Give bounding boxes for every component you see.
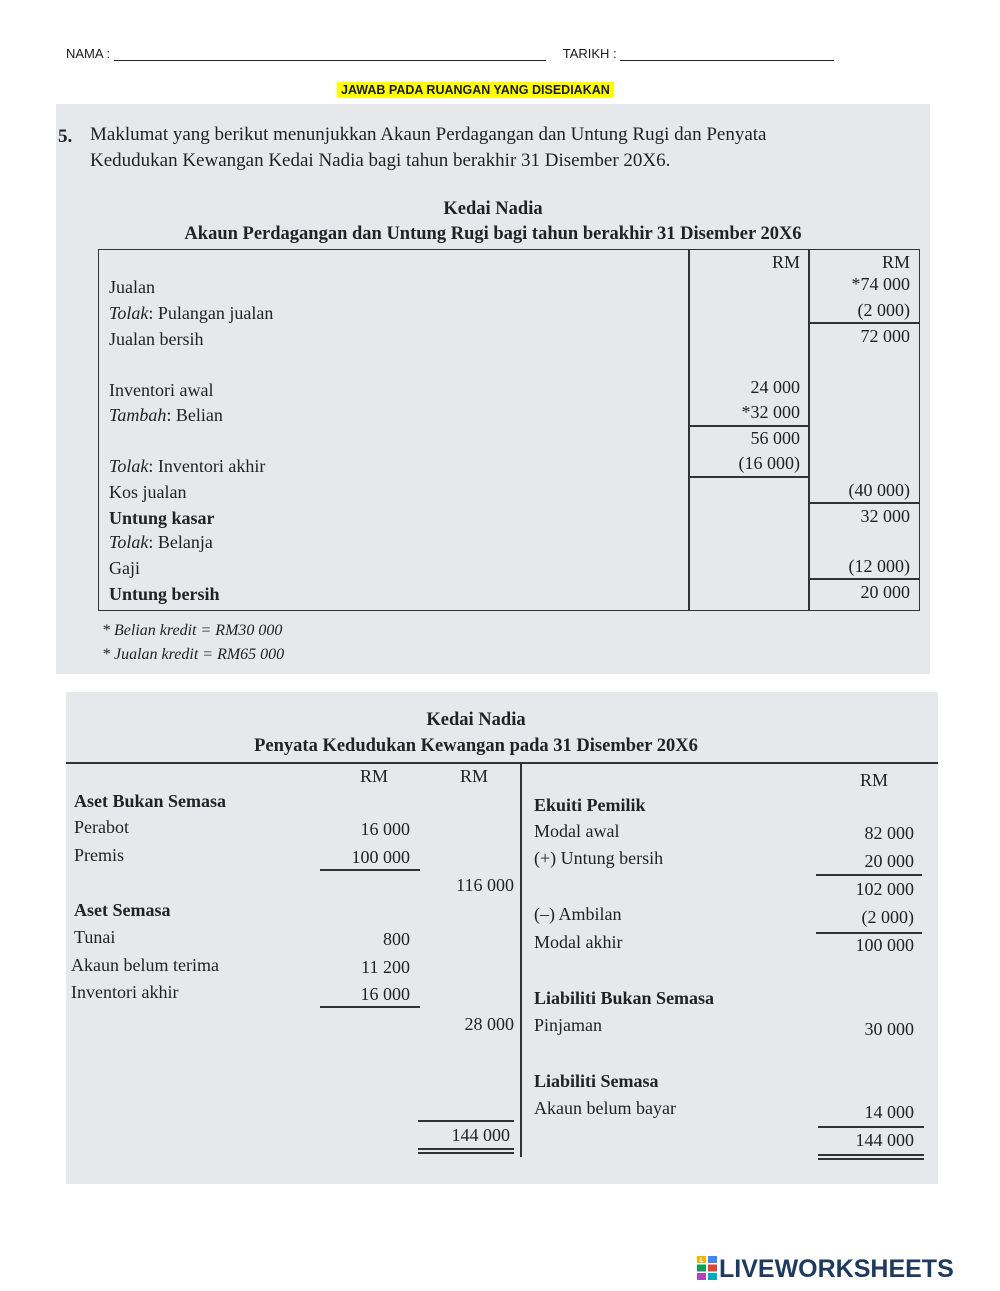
trading-col2-header: RM [881, 252, 910, 272]
row-gaji-value: (12 000) [848, 556, 910, 576]
worksheet-header [66, 46, 834, 61]
modal-akhir-label: Modal akhir [534, 932, 623, 952]
rule-right-double-1 [818, 1154, 924, 1156]
tunai-label: Tunai [74, 927, 116, 947]
rule-right-double-2 [818, 1158, 924, 1160]
nama-input-line[interactable] [114, 48, 546, 61]
rule-left-double-2 [418, 1152, 514, 1154]
liveworksheets-logo [697, 1255, 954, 1284]
rule-ekuiti-subtotal [816, 874, 922, 876]
instruction-banner: JAWAB PADA RUANGAN YANG DISEDIAKAN [337, 82, 614, 98]
abt-value: 11 200 [361, 957, 410, 977]
abt-label: Akaun belum terima [71, 955, 219, 975]
abs-total: 116 000 [456, 875, 514, 895]
row-inventori-akhir-value: (16 000) [738, 453, 800, 473]
tarikh-input-line[interactable] [620, 48, 834, 61]
abs-heading: Aset Bukan Semasa [74, 791, 227, 811]
row-untung-kasar-value: 32 000 [860, 506, 910, 526]
rule-left-double-1 [418, 1148, 514, 1150]
inventori-label: Inventori akhir [71, 982, 179, 1002]
note-belian-kredit: * Belian kredit = RM30 000 [102, 622, 283, 639]
rule-net-profit [808, 578, 920, 580]
premis-value: 100 000 [351, 847, 410, 867]
ambilan-value: (2 000) [861, 907, 914, 927]
modal-awal-label: Modal awal [534, 821, 620, 841]
left-col2-header: RM [459, 766, 488, 786]
note-jualan-kredit: * Jualan kredit = RM65 000 [102, 646, 285, 663]
row-inventori-akhir-label: Tolak: Inventori akhir [109, 456, 266, 476]
ambilan-label: (–) Ambilan [534, 904, 622, 924]
inventori-value: 16 000 [360, 984, 410, 1004]
row-subtotal-value: 56 000 [750, 428, 800, 448]
question-line-1: Maklumat yang berikut menunjukkan Akaun Perdagangan dan Untung Rugi dan Penyata [90, 124, 767, 145]
as-total: 28 000 [464, 1014, 514, 1034]
perabot-label: Perabot [74, 817, 129, 837]
row-jualan-bersih-label: Jualan bersih [109, 329, 204, 349]
rule-left-grand [418, 1120, 514, 1122]
row-belian-label: Tambah: Belian [109, 405, 223, 425]
trading-col1-header: RM [771, 252, 800, 272]
balance-title-1: Kedai Nadia [426, 710, 526, 730]
rule-abs [320, 869, 420, 871]
abb-value: 14 000 [864, 1102, 914, 1122]
row-pulangan-value: (2 000) [857, 300, 910, 320]
left-col1-header: RM [359, 766, 388, 786]
nama-label: NAMA : [66, 46, 111, 61]
rule-net-sales [808, 322, 920, 324]
perabot-value: 16 000 [360, 819, 410, 839]
balance-header-rule [66, 762, 938, 764]
rule-subtotal [688, 425, 808, 427]
row-inventori-awal-value: 24 000 [750, 377, 800, 397]
rule-cogs [688, 476, 808, 478]
untung-bersih-label: (+) Untung bersih [534, 848, 664, 868]
rule-modal-akhir [816, 932, 922, 934]
right-grand-total: 144 000 [855, 1130, 914, 1150]
row-untung-bersih-label: Untung bersih [109, 584, 220, 604]
row-untung-kasar-label: Untung kasar [109, 508, 215, 528]
row-belian-value: *32 000 [741, 402, 800, 422]
row-jualan-bersih-value: 72 000 [860, 326, 910, 346]
row-inventori-awal-label: Inventori awal [109, 380, 214, 400]
tunai-value: 800 [383, 929, 410, 949]
row-pulangan-label: Tolak: Pulangan jualan [109, 303, 274, 323]
trading-title-1: Kedai Nadia [443, 199, 543, 219]
balance-title-2: Penyata Kedudukan Kewangan pada 31 Disember 20X6 [254, 736, 698, 756]
trading-title-2: Akaun Perdagangan dan Untung Rugi bagi tahun berakhir 31 Disember 20X6 [184, 224, 802, 244]
ekuiti-heading: Ekuiti Pemilik [534, 795, 646, 815]
balance-sheet-photo [66, 692, 938, 1184]
pinjaman-value: 30 000 [864, 1019, 914, 1039]
rule-as [320, 1006, 420, 1008]
right-col-header: RM [859, 770, 888, 790]
ekuiti-subtotal: 102 000 [855, 879, 914, 899]
row-kos-jualan-label: Kos jualan [109, 482, 187, 502]
row-untung-bersih-value: 20 000 [860, 582, 910, 602]
row-jualan-value: *74 000 [851, 274, 910, 294]
abb-label: Akaun belum bayar [534, 1098, 676, 1118]
row-kos-jualan-value: (40 000) [848, 480, 910, 500]
balance-divider [520, 762, 522, 1157]
lbs-heading: Liabiliti Bukan Semasa [534, 988, 715, 1008]
rule-right-grand [818, 1126, 924, 1128]
pinjaman-label: Pinjaman [534, 1015, 602, 1035]
mark-letter-l: L [699, 1257, 704, 1264]
modal-awal-value: 82 000 [864, 823, 914, 843]
row-jualan-label: Jualan [109, 277, 155, 297]
premis-label: Premis [74, 845, 125, 865]
row-gaji-label: Gaji [109, 558, 140, 578]
question-number: 5. [58, 126, 73, 147]
trading-account-photo [56, 104, 930, 674]
untung-bersih-value: 20 000 [864, 851, 914, 871]
left-grand-total: 144 000 [451, 1125, 510, 1145]
question-line-2: Kedudukan Kewangan Kedai Nadia bagi tahun berakhir 31 Disember 20X6. [90, 150, 671, 171]
liveworksheets-mark-icon [697, 1256, 717, 1280]
tarikh-label: TARIKH : [562, 46, 617, 61]
ls-heading: Liabiliti Semasa [534, 1071, 659, 1091]
as-heading: Aset Semasa [74, 900, 171, 920]
row-belanja-label: Tolak: Belanja [109, 532, 213, 552]
modal-akhir-value: 100 000 [855, 935, 914, 955]
rule-gross-profit [808, 502, 920, 504]
liveworksheets-brand: LIVEWORKSHEETS [719, 1255, 954, 1283]
